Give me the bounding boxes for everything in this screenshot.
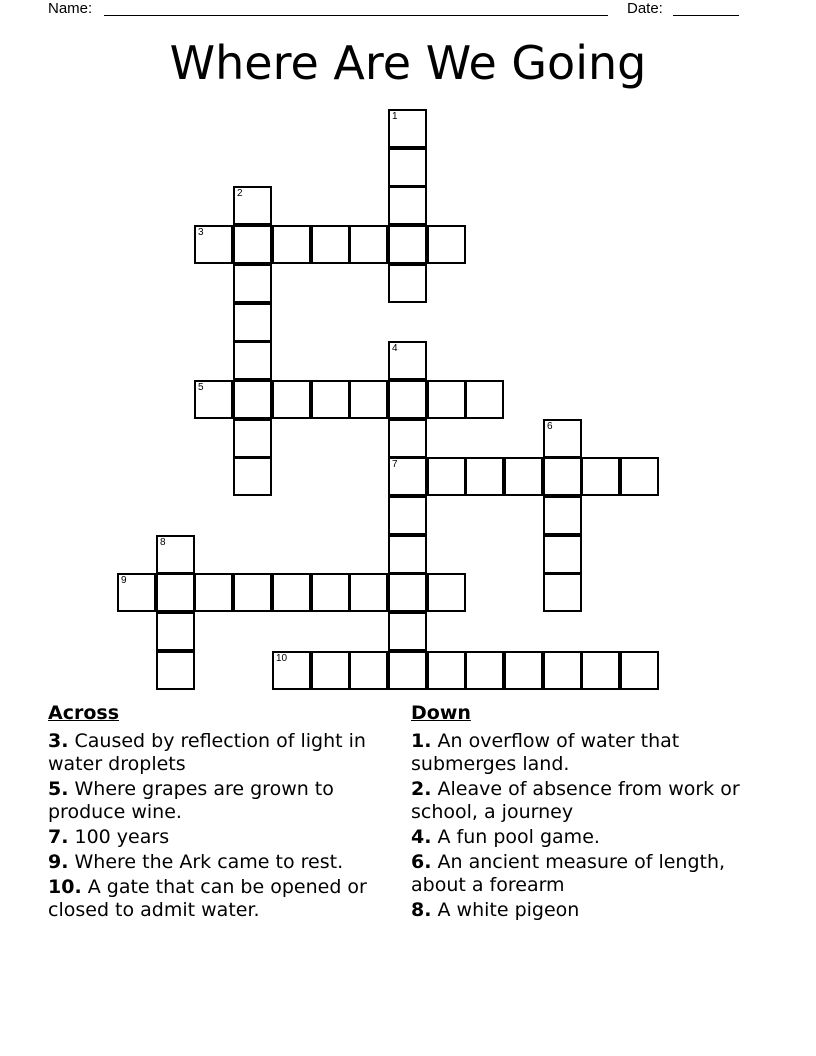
grid-cell[interactable] — [388, 535, 427, 574]
grid-cell[interactable] — [156, 535, 195, 574]
grid-cell[interactable] — [504, 457, 543, 496]
grid-cell[interactable] — [311, 225, 350, 264]
grid-cell[interactable] — [117, 573, 156, 612]
grid-cell[interactable] — [349, 573, 388, 612]
grid-cell[interactable] — [427, 651, 466, 690]
grid-cell[interactable] — [543, 651, 582, 690]
grid-cell[interactable] — [388, 457, 427, 496]
grid-cell[interactable] — [194, 225, 233, 264]
grid-cell[interactable] — [465, 457, 504, 496]
name-label: Name: — [48, 0, 93, 17]
grid-cell[interactable] — [388, 341, 427, 380]
cell-number: 8 — [160, 537, 166, 548]
grid-cell[interactable] — [156, 573, 195, 612]
grid-cell[interactable] — [311, 651, 350, 690]
grid-cell[interactable] — [388, 651, 427, 690]
grid-cell[interactable] — [233, 186, 272, 225]
puzzle-title: Where Are We Going — [169, 36, 647, 90]
grid-cell[interactable] — [156, 651, 195, 690]
cell-number: 9 — [121, 575, 127, 586]
grid-cell[interactable] — [388, 496, 427, 535]
grid-cell[interactable] — [388, 109, 427, 148]
grid-cell[interactable] — [543, 496, 582, 535]
across-heading: Across — [48, 702, 120, 724]
down-clue: 6. An ancient measure of length, about a forearm — [411, 851, 726, 896]
cell-number: 6 — [547, 421, 553, 432]
across-clue: 10. A gate that can be opened or closed to admit water. — [48, 876, 367, 921]
grid-cell[interactable] — [272, 380, 311, 419]
grid-cell[interactable] — [543, 535, 582, 574]
grid-cell[interactable] — [272, 651, 311, 690]
grid-cell[interactable] — [427, 380, 466, 419]
cell-number: 10 — [276, 653, 288, 664]
grid-cell[interactable] — [233, 573, 272, 612]
grid-cell[interactable] — [388, 148, 427, 187]
grid-cell[interactable] — [620, 457, 659, 496]
grid-cell[interactable] — [194, 573, 233, 612]
across-clue: 5. Where grapes are grown to produce wine. — [48, 778, 334, 823]
grid-cell[interactable] — [427, 573, 466, 612]
down-clue: 8. A white pigeon — [411, 899, 580, 921]
grid-cell[interactable] — [388, 186, 427, 225]
down-clue: 2. Aleave of absence from work or school, a journey — [411, 778, 740, 823]
grid-cell[interactable] — [233, 303, 272, 342]
grid-cell[interactable] — [349, 380, 388, 419]
across-clue: 7. 100 years — [48, 826, 170, 848]
cell-number: 5 — [198, 382, 204, 393]
across-clue: 3. Caused by reflection of light in water droplets — [48, 730, 366, 775]
cell-number: 4 — [392, 343, 398, 354]
grid-cell[interactable] — [233, 264, 272, 303]
grid-cell[interactable] — [465, 380, 504, 419]
date-label: Date: — [627, 0, 663, 17]
grid-cell[interactable] — [233, 225, 272, 264]
cell-number: 1 — [392, 111, 398, 122]
grid-cell[interactable] — [233, 380, 272, 419]
grid-cell[interactable] — [388, 419, 427, 458]
grid-cell[interactable] — [272, 225, 311, 264]
grid-cell[interactable] — [388, 225, 427, 264]
grid-cell[interactable] — [311, 380, 350, 419]
grid-cell[interactable] — [311, 573, 350, 612]
cell-number: 3 — [198, 227, 204, 238]
grid-cell[interactable] — [388, 380, 427, 419]
grid-cell[interactable] — [581, 457, 620, 496]
grid-cell[interactable] — [233, 341, 272, 380]
across-clues — [48, 702, 388, 924]
grid-cell[interactable] — [543, 457, 582, 496]
grid-cell[interactable] — [388, 264, 427, 303]
down-clue: 4. A fun pool game. — [411, 826, 600, 848]
grid-cell[interactable] — [504, 651, 543, 690]
down-heading: Down — [411, 702, 471, 724]
grid-cell[interactable] — [581, 651, 620, 690]
grid-cell[interactable] — [233, 419, 272, 458]
grid-cell[interactable] — [349, 651, 388, 690]
grid-cell[interactable] — [349, 225, 388, 264]
cell-number: 7 — [392, 459, 398, 470]
grid-cell[interactable] — [543, 419, 582, 458]
down-clues — [411, 702, 751, 924]
grid-cell[interactable] — [620, 651, 659, 690]
grid-cell[interactable] — [233, 457, 272, 496]
grid-cell[interactable] — [388, 612, 427, 651]
grid-cell[interactable] — [427, 225, 466, 264]
grid-cell[interactable] — [388, 573, 427, 612]
grid-cell[interactable] — [465, 651, 504, 690]
down-clue: 1. An overflow of water that submerges land. — [411, 730, 680, 775]
across-clue: 9. Where the Ark came to rest. — [48, 851, 344, 873]
grid-cell[interactable] — [194, 380, 233, 419]
grid-cell[interactable] — [543, 573, 582, 612]
grid-cell[interactable] — [272, 573, 311, 612]
cell-number: 2 — [237, 188, 243, 199]
grid-cell[interactable] — [427, 457, 466, 496]
grid-cell[interactable] — [156, 612, 195, 651]
